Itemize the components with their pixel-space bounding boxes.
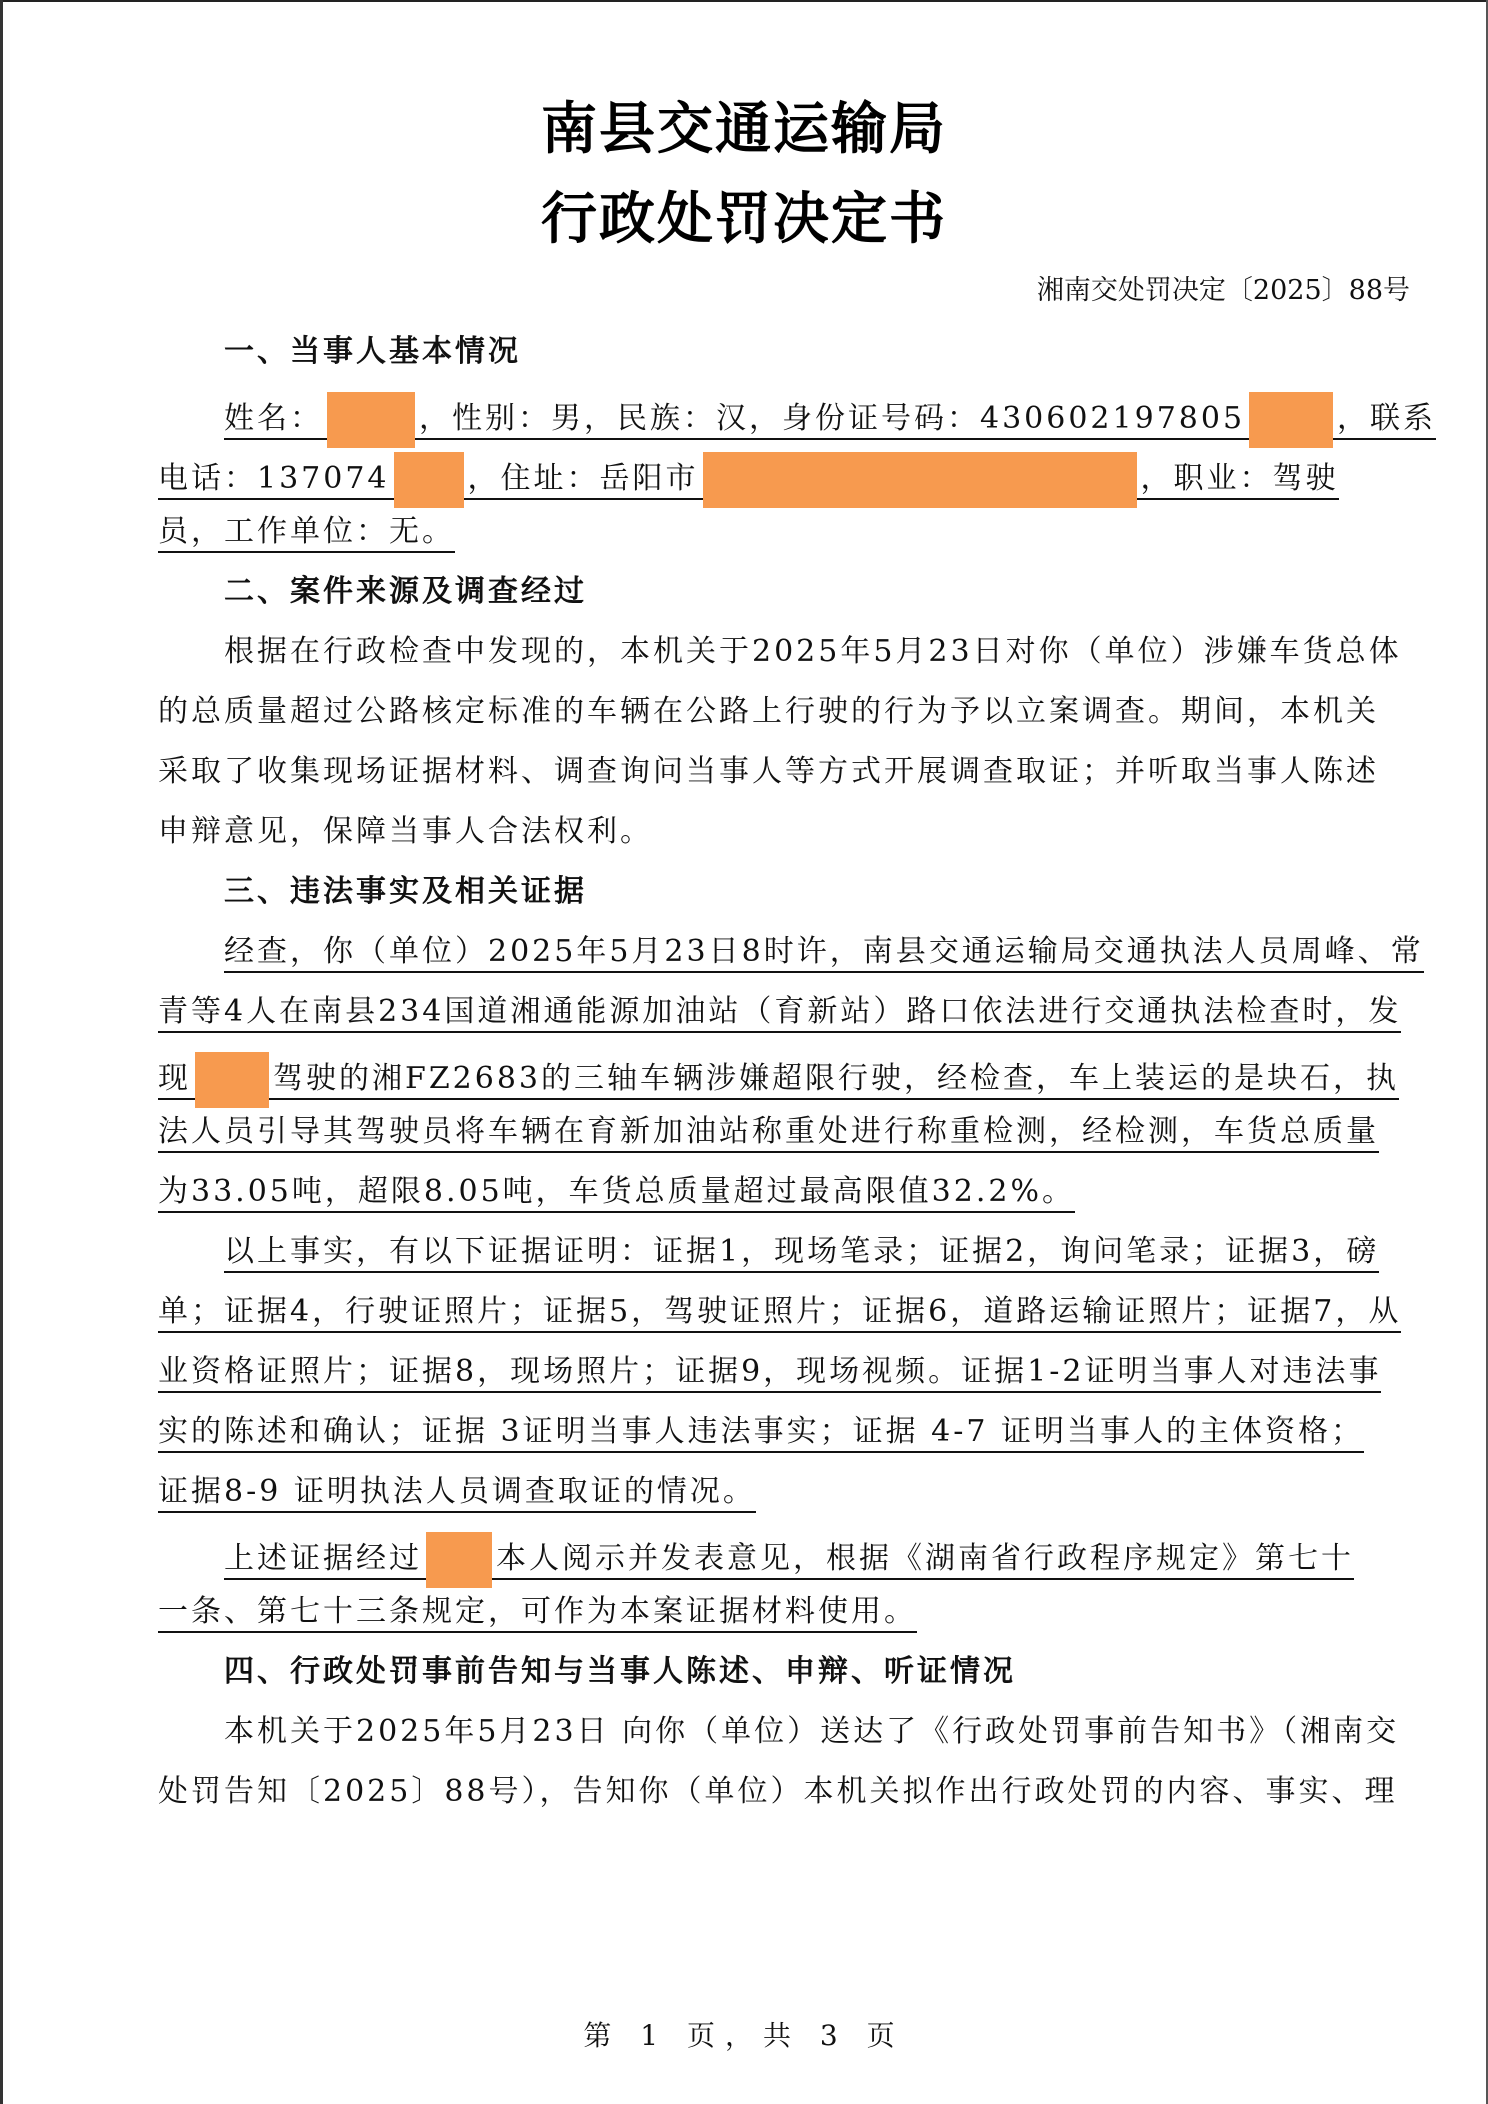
- evidence-line5: 证据8-9 证明执法人员调查取证的情况。: [158, 1472, 756, 1512]
- case-source-line1: 根据在行政检查中发现的，本机关于2025年5月23日对你（单位）涉嫌车货总体: [224, 634, 1402, 669]
- party-info-line3: 员，工作单位：无。: [158, 512, 455, 552]
- facts-line3: 现 驾驶的湘FZ2683的三轴车辆涉嫌超限行驶，经检查，车上装运的是块石，执: [158, 1052, 1399, 1092]
- evidence-line1: 以上事实，有以下证据证明：证据1，现场笔录；证据2，询问笔录；证据3，磅: [224, 1232, 1379, 1272]
- party-info-line1-end: ，联系: [1337, 401, 1437, 436]
- facts-line4: 法人员引导其驾驶员将车辆在育新加油站称重处进行称重检测，经检测，车货总质量: [158, 1112, 1379, 1152]
- document-title-agency: 南县交通运输局: [541, 97, 947, 162]
- evidence-line4: 实的陈述和确认；证据 3证明当事人违法事实；证据 4-7 证明当事人的主体资格；: [158, 1412, 1364, 1452]
- address-text: ，住址：岳阳市: [467, 461, 699, 496]
- evidence-line2: 单；证据4，行驶证照片；证据5，驾驶证照片；证据6，道路运输证照片；证据7，从: [158, 1292, 1401, 1332]
- redacted-name: [327, 392, 415, 448]
- notice-line1: 本机关于2025年5月23日 向你（单位）送达了《行政处罚事前告知书》（湘南交: [224, 1714, 1400, 1749]
- redacted-id-suffix: [1249, 392, 1333, 448]
- occupation-text: ，职业：驾驶: [1140, 461, 1339, 496]
- redacted-address: [703, 452, 1137, 508]
- evidence-line3: 业资格证照片；证据8，现场照片；证据9，现场视频。证据1-2证明当事人对违法事: [158, 1352, 1381, 1392]
- section2-heading: 二、案件来源及调查经过: [224, 574, 587, 609]
- redacted-reviewer-name: [426, 1532, 492, 1588]
- section1-heading: 一、当事人基本情况: [224, 334, 521, 369]
- party-info-line1-mid: ，性别：男，民族：汉，身份证号码：430602197805: [419, 401, 1246, 436]
- section4-heading: 四、行政处罚事前告知与当事人陈述、申辩、听证情况: [224, 1654, 1016, 1689]
- facts-line5: 为33.05吨，超限8.05吨，车货总质量超过最高限值32.2%。: [158, 1172, 1075, 1212]
- page-top-border: [0, 0, 1488, 2]
- redacted-driver-name: [195, 1052, 269, 1108]
- section3-heading: 三、违法事实及相关证据: [224, 874, 587, 909]
- evidence-review-line1: 上述证据经过 本人阅示并发表意见，根据《湖南省行政程序规定》第七十: [224, 1532, 1354, 1572]
- redacted-phone-suffix: [394, 452, 464, 508]
- party-info-line1: [224, 392, 1437, 436]
- page-left-border: [0, 0, 3, 2104]
- party-info-line2: [158, 452, 1339, 496]
- facts-line2: 青等4人在南县234国道湘通能源加油站（育新站）路口依法进行交通执法检查时，发: [158, 992, 1401, 1032]
- document-title-type: 行政处罚决定书: [541, 187, 947, 252]
- phone-text: 电话：137074: [158, 461, 390, 496]
- case-source-line3: 采取了收集现场证据材料、调查询问当事人等方式开展调查取证；并听取当事人陈述: [158, 754, 1379, 789]
- page-number: 第 1 页，共 3 页: [583, 2019, 905, 2052]
- case-source-line4: 申辩意见，保障当事人合法权利。: [158, 814, 653, 849]
- case-source-line2: 的总质量超过公路核定标准的车辆在公路上行驶的行为予以立案调查。期间，本机关: [158, 694, 1379, 729]
- name-label: 姓名：: [224, 401, 323, 436]
- facts-line1: 经查，你（单位）2025年5月23日8时许，南县交通运输局交通执法人员周峰、常: [224, 932, 1424, 972]
- evidence-review-line2: 一条、第七十三条规定，可作为本案证据材料使用。: [158, 1592, 917, 1632]
- document-number: 湘南交处罚决定〔2025〕88号: [1036, 275, 1410, 306]
- notice-line2: 处罚告知〔2025〕88号），告知你（单位）本机关拟作出行政处罚的内容、事实、理: [158, 1774, 1398, 1809]
